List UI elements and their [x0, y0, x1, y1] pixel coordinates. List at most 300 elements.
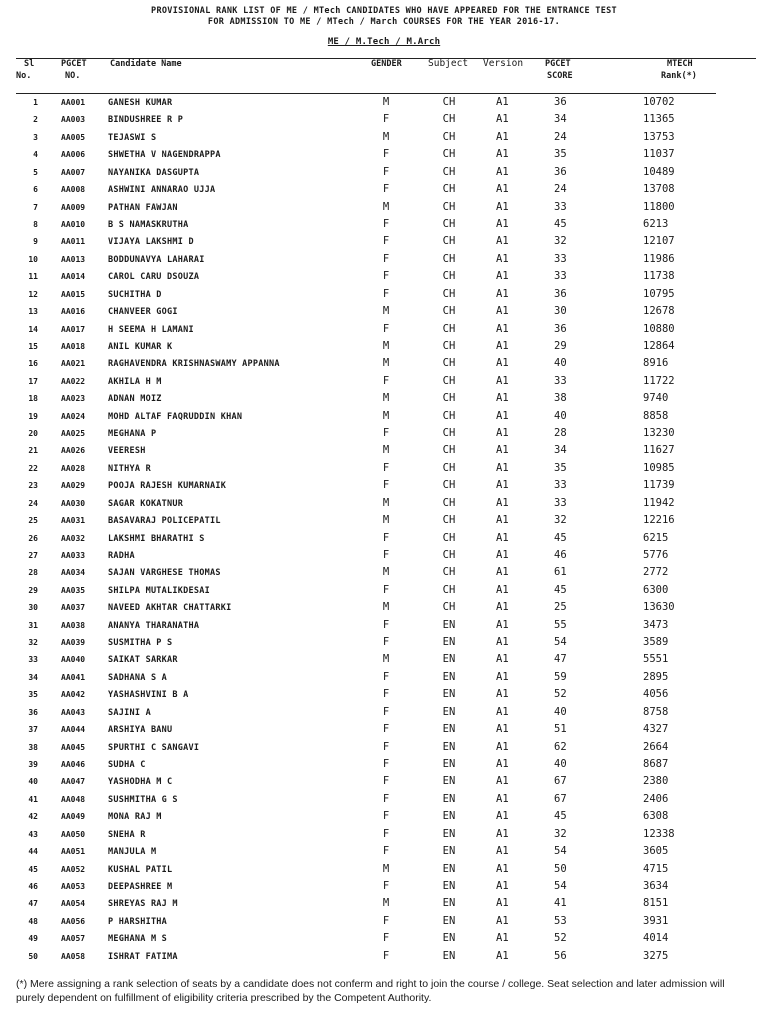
gender-cell: F: [382, 252, 390, 265]
mtech-rank-cell: 13753: [643, 130, 675, 143]
gender-cell: M: [382, 200, 390, 213]
version-cell: A1: [496, 235, 509, 248]
subject-cell: EN: [442, 653, 456, 666]
pgcet-score-cell: 45: [554, 810, 567, 823]
serial-number-cell: 35: [28, 690, 38, 700]
gender-cell: M: [382, 339, 390, 352]
gender-cell: F: [382, 723, 390, 736]
gender-cell: M: [382, 357, 390, 370]
candidate-name-cell: SHILPA MUTALIKDESAI: [108, 585, 210, 596]
candidate-name-cell: ANANYA THARANATHA: [108, 620, 200, 631]
table-row: [0, 235, 768, 252]
candidate-name-cell: VEERESH: [108, 446, 146, 457]
serial-number-cell: 36: [28, 707, 38, 717]
serial-number-cell: 4: [33, 150, 38, 160]
pgcet-number-cell: AA051: [61, 847, 86, 857]
pgcet-number-cell: AA030: [61, 498, 86, 508]
version-cell: A1: [496, 113, 509, 126]
version-cell: A1: [496, 723, 509, 736]
mtech-rank-cell: 3589: [643, 636, 669, 648]
version-cell: A1: [496, 810, 509, 823]
candidate-name-cell: ADNAN MOIZ: [108, 394, 162, 405]
mtech-rank-cell: 11365: [643, 113, 675, 126]
candidate-name-cell: SADHANA S A: [108, 672, 168, 683]
version-cell: A1: [496, 705, 509, 718]
gender-cell: F: [382, 427, 390, 439]
candidate-name-cell: BODDUNAVYA LAHARAI: [108, 254, 205, 265]
pgcet-score-cell: 46: [554, 548, 567, 561]
table-row: [0, 584, 768, 601]
header-score-line2: SCORE: [547, 71, 573, 81]
version-cell: A1: [496, 670, 509, 683]
gender-cell: F: [382, 670, 390, 683]
table-row: [0, 897, 768, 914]
table-row: [0, 166, 768, 183]
serial-number-cell: 13: [28, 307, 38, 316]
pgcet-score-cell: 54: [554, 879, 567, 892]
version-cell: A1: [496, 740, 509, 753]
serial-number-cell: 14: [28, 324, 38, 334]
version-cell: A1: [496, 758, 509, 770]
candidate-name-cell: B S NAMASKRUTHA: [108, 219, 189, 230]
pgcet-number-cell: AA023: [61, 394, 86, 404]
footnote: (*) Mere assigning a rank selection of seats by a candidate does not conferm and right to join the course / college. Seat selection and later admission will purely dependent on fulfillment of eligibility criteria prescribed by the Competent Authority.: [16, 978, 725, 1004]
subject-cell: CH: [442, 461, 456, 474]
subject-cell: EN: [442, 810, 456, 823]
mtech-rank-cell: 2772: [643, 566, 669, 579]
gender-cell: F: [382, 531, 390, 544]
gender-cell: M: [382, 653, 390, 666]
candidate-name-cell: P HARSHITHA: [108, 916, 168, 927]
pgcet-score-cell: 24: [554, 183, 567, 196]
table-row: [0, 723, 768, 740]
subject-cell: CH: [442, 96, 456, 108]
mtech-rank-cell: 4715: [643, 862, 669, 875]
pgcet-number-cell: AA013: [61, 254, 86, 264]
serial-number-cell: 48: [28, 916, 38, 926]
candidate-name-cell: NAYANIKA DASGUPTA: [108, 167, 200, 178]
document-title-line-1: PROVISIONAL RANK LIST OF ME / MTech CANDIDATES WHO HAVE APPEARED FOR THE ENTRANCE TEST: [151, 6, 617, 16]
table-row: [0, 131, 768, 148]
gender-cell: M: [382, 897, 390, 910]
mtech-rank-cell: 11627: [643, 444, 675, 457]
pgcet-number-cell: AA038: [61, 620, 86, 630]
table-row: [0, 619, 768, 636]
serial-number-cell: 22: [28, 463, 38, 473]
version-cell: A1: [496, 287, 509, 300]
candidate-name-cell: RAGHAVENDRA KRISHNASWAMY APPANNA: [108, 359, 280, 370]
pgcet-number-cell: AA021: [61, 359, 86, 369]
table-row: [0, 96, 768, 113]
pgcet-score-cell: 32: [554, 827, 567, 840]
pgcet-number-cell: AA037: [61, 603, 86, 613]
gender-cell: F: [382, 113, 390, 126]
serial-number-cell: 16: [28, 359, 38, 369]
gender-cell: F: [382, 810, 390, 823]
pgcet-score-cell: 29: [554, 339, 567, 352]
gender-cell: F: [382, 949, 390, 962]
candidate-name-cell: YASHASHVINI B A: [108, 690, 189, 701]
header-subject: Subject: [428, 58, 469, 69]
pgcet-number-cell: AA053: [61, 881, 86, 891]
serial-number-cell: 45: [28, 864, 38, 874]
serial-number-cell: 44: [28, 847, 38, 857]
serial-number-cell: 2: [33, 115, 38, 125]
subject-cell: CH: [442, 548, 456, 561]
version-cell: A1: [496, 461, 509, 474]
gender-cell: M: [382, 496, 390, 509]
mtech-rank-cell: 10880: [643, 322, 675, 335]
table-row: [0, 566, 768, 583]
gender-cell: M: [382, 514, 390, 527]
gender-cell: M: [382, 601, 390, 614]
gender-cell: F: [382, 688, 390, 701]
candidate-name-cell: AKHILA H M: [108, 376, 162, 387]
version-cell: A1: [496, 688, 509, 701]
candidate-name-cell: CHANVEER GOGI: [108, 307, 178, 317]
gender-cell: F: [382, 148, 390, 161]
subject-cell: CH: [442, 566, 456, 579]
pgcet-number-cell: AA032: [61, 533, 86, 543]
table-row: [0, 880, 768, 897]
mtech-rank-cell: 3473: [643, 618, 669, 631]
candidate-name-cell: SUDHA C: [108, 760, 146, 770]
pgcet-score-cell: 40: [554, 409, 567, 422]
pgcet-score-cell: 38: [554, 392, 567, 405]
gender-cell: M: [382, 96, 390, 108]
pgcet-number-cell: AA044: [61, 725, 86, 735]
candidate-name-cell: ISHRAT FATIMA: [108, 951, 178, 962]
pgcet-number-cell: AA054: [61, 899, 86, 909]
serial-number-cell: 33: [28, 655, 38, 665]
pgcet-number-cell: AA033: [61, 550, 86, 560]
header-sl-line2: No.: [16, 71, 32, 81]
pgcet-number-cell: AA031: [61, 516, 86, 526]
version-cell: A1: [496, 601, 509, 614]
subject-cell: EN: [442, 862, 456, 875]
table-row: [0, 218, 768, 235]
pgcet-number-cell: AA041: [61, 672, 86, 682]
pgcet-score-cell: 33: [554, 496, 567, 509]
mtech-rank-cell: 2380: [643, 775, 669, 788]
candidate-name-cell: CAROL CARU DSOUZA: [108, 272, 200, 283]
serial-number-cell: 20: [28, 429, 38, 438]
course-heading: ME / M.Tech / M.Arch: [327, 37, 441, 47]
pgcet-number-cell: AA040: [61, 655, 86, 665]
candidate-name-cell: SHREYAS RAJ M: [108, 899, 178, 910]
subject-cell: CH: [442, 305, 456, 317]
subject-cell: CH: [442, 496, 456, 509]
table-row: [0, 253, 768, 270]
candidate-name-cell: SNEHA R: [108, 829, 146, 840]
version-cell: A1: [496, 566, 509, 579]
mtech-rank-cell: 6213: [643, 217, 669, 230]
pgcet-score-cell: 41: [554, 897, 567, 910]
pgcet-score-cell: 34: [554, 113, 567, 126]
mtech-rank-cell: 5776: [643, 548, 669, 561]
pgcet-score-cell: 54: [554, 636, 567, 648]
subject-cell: CH: [442, 444, 456, 457]
pgcet-number-cell: AA029: [61, 481, 86, 491]
mtech-rank-cell: 13708: [643, 183, 675, 196]
mtech-rank-cell: 12864: [643, 339, 675, 352]
pgcet-number-cell: AA011: [61, 237, 86, 247]
mtech-rank-cell: 4014: [643, 932, 669, 945]
pgcet-score-cell: 35: [554, 148, 567, 161]
serial-number-cell: 43: [28, 829, 38, 839]
serial-number-cell: 27: [28, 550, 38, 560]
version-cell: A1: [496, 305, 509, 317]
candidate-name-cell: TEJASWI S: [108, 132, 157, 143]
version-cell: A1: [496, 165, 509, 178]
pgcet-score-cell: 45: [554, 531, 567, 544]
subject-cell: CH: [442, 130, 456, 143]
mtech-rank-cell: 11739: [643, 479, 675, 492]
serial-number-cell: 8: [33, 219, 38, 229]
pgcet-score-cell: 51: [554, 723, 567, 736]
version-cell: A1: [496, 914, 509, 927]
table-row: [0, 636, 768, 653]
pgcet-score-cell: 52: [554, 688, 567, 701]
mtech-rank-cell: 12216: [643, 514, 675, 527]
version-cell: A1: [496, 879, 509, 892]
subject-cell: CH: [442, 583, 456, 596]
serial-number-cell: 12: [28, 289, 38, 299]
mtech-rank-cell: 11738: [643, 270, 675, 283]
table-row: [0, 113, 768, 130]
serial-number-cell: 24: [28, 498, 38, 508]
gender-cell: F: [382, 705, 390, 718]
table-row: [0, 305, 768, 322]
table-row: [0, 392, 768, 409]
version-cell: A1: [496, 217, 509, 230]
gender-cell: F: [382, 636, 390, 648]
mtech-rank-cell: 8916: [643, 357, 669, 370]
table-row: [0, 497, 768, 514]
subject-cell: EN: [442, 845, 456, 858]
candidate-name-cell: MANJULA M: [108, 847, 157, 858]
version-cell: A1: [496, 392, 509, 405]
candidate-name-cell: SUSMITHA P S: [108, 638, 173, 648]
candidate-name-cell: LAKSHMI BHARATHI S: [108, 533, 205, 544]
serial-number-cell: 47: [28, 899, 38, 909]
subject-cell: CH: [442, 339, 456, 352]
version-cell: A1: [496, 96, 509, 108]
mtech-rank-cell: 8858: [643, 409, 669, 422]
table-row: [0, 183, 768, 200]
version-cell: A1: [496, 200, 509, 213]
subject-cell: CH: [442, 357, 456, 370]
pgcet-score-cell: 54: [554, 845, 567, 858]
pgcet-score-cell: 32: [554, 514, 567, 527]
serial-number-cell: 23: [28, 481, 38, 491]
version-cell: A1: [496, 427, 509, 439]
serial-number-cell: 7: [33, 202, 38, 212]
gender-cell: F: [382, 183, 390, 196]
candidate-name-cell: SUSHMITHA G S: [108, 794, 178, 805]
subject-cell: EN: [442, 705, 456, 718]
gender-cell: F: [382, 165, 390, 178]
pgcet-score-cell: 33: [554, 252, 567, 265]
mtech-rank-cell: 11986: [643, 252, 675, 265]
table-row: [0, 549, 768, 566]
subject-cell: CH: [442, 479, 456, 492]
pgcet-score-cell: 33: [554, 374, 567, 387]
gender-cell: F: [382, 932, 390, 945]
serial-number-cell: 9: [33, 237, 38, 247]
version-cell: A1: [496, 252, 509, 265]
pgcet-score-cell: 59: [554, 670, 567, 683]
subject-cell: EN: [442, 618, 456, 631]
pgcet-number-cell: AA046: [61, 760, 86, 769]
table-row: [0, 427, 768, 444]
subject-cell: CH: [442, 601, 456, 614]
version-cell: A1: [496, 339, 509, 352]
subject-cell: EN: [442, 897, 456, 910]
pgcet-score-cell: 67: [554, 775, 567, 788]
candidate-name-cell: SAGAR KOKATNUR: [108, 498, 184, 509]
pgcet-number-cell: AA057: [61, 934, 86, 944]
serial-number-cell: 21: [28, 446, 38, 456]
mtech-rank-cell: 5551: [643, 653, 669, 666]
subject-cell: CH: [442, 235, 456, 248]
candidate-name-cell: GANESH KUMAR: [108, 98, 173, 108]
subject-cell: EN: [442, 949, 456, 962]
pgcet-score-cell: 55: [554, 618, 567, 631]
serial-number-cell: 30: [28, 603, 38, 613]
pgcet-number-cell: AA009: [61, 202, 86, 212]
pgcet-number-cell: AA039: [61, 638, 86, 647]
subject-cell: CH: [442, 374, 456, 387]
gender-cell: F: [382, 548, 390, 561]
version-cell: A1: [496, 270, 509, 283]
candidate-name-cell: MEGHANA P: [108, 429, 157, 439]
gender-cell: M: [382, 862, 390, 875]
pgcet-score-cell: 25: [554, 601, 567, 614]
version-cell: A1: [496, 862, 509, 875]
table-row: [0, 706, 768, 723]
subject-cell: EN: [442, 670, 456, 683]
version-cell: A1: [496, 949, 509, 962]
version-cell: A1: [496, 357, 509, 370]
table-row: [0, 479, 768, 496]
header-pgcet-line2: NO.: [65, 71, 81, 81]
candidate-name-cell: MONA RAJ M: [108, 812, 162, 823]
table-row: [0, 288, 768, 305]
table-row: [0, 950, 768, 967]
pgcet-score-cell: 32: [554, 235, 567, 248]
candidate-name-cell: SAJAN VARGHESE THOMAS: [108, 568, 221, 579]
table-row: [0, 514, 768, 531]
subject-cell: EN: [442, 792, 456, 805]
header-rank-line2: Rank(*): [661, 71, 697, 81]
mtech-rank-cell: 12338: [643, 827, 675, 840]
gender-cell: M: [382, 392, 390, 405]
pgcet-number-cell: AA025: [61, 429, 86, 438]
version-cell: A1: [496, 496, 509, 509]
pgcet-score-cell: 36: [554, 287, 567, 300]
subject-cell: EN: [442, 636, 456, 648]
pgcet-score-cell: 24: [554, 130, 567, 143]
mtech-rank-cell: 4056: [643, 688, 669, 701]
gender-cell: F: [382, 270, 390, 283]
candidate-name-cell: NITHYA R: [108, 463, 151, 474]
mtech-rank-cell: 2895: [643, 670, 669, 683]
document-title-line-2: FOR ADMISSION TO ME / MTech / March COURSES FOR THE YEAR 2016-17.: [207, 17, 561, 27]
mtech-rank-cell: 11037: [643, 148, 675, 161]
serial-number-cell: 31: [28, 620, 38, 630]
candidate-name-cell: ASHWINI ANNARAO UJJA: [108, 185, 216, 196]
mtech-rank-cell: 6300: [643, 583, 669, 596]
pgcet-number-cell: AA047: [61, 777, 86, 787]
gender-cell: F: [382, 287, 390, 300]
gender-cell: F: [382, 235, 390, 248]
subject-cell: CH: [442, 252, 456, 265]
pgcet-score-cell: 40: [554, 758, 567, 770]
pgcet-score-cell: 67: [554, 792, 567, 805]
subject-cell: EN: [442, 723, 456, 736]
gender-cell: F: [382, 879, 390, 892]
pgcet-number-cell: AA024: [61, 411, 86, 421]
pgcet-score-cell: 53: [554, 914, 567, 927]
serial-number-cell: 1: [33, 98, 38, 107]
version-cell: A1: [496, 548, 509, 561]
mtech-rank-cell: 8758: [643, 705, 669, 718]
gender-cell: F: [382, 740, 390, 753]
candidate-name-cell: SAJINI A: [108, 707, 151, 718]
serial-number-cell: 41: [28, 794, 38, 804]
subject-cell: EN: [442, 827, 456, 840]
table-row: [0, 828, 768, 845]
pgcet-score-cell: 47: [554, 653, 567, 666]
pgcet-score-cell: 36: [554, 322, 567, 335]
candidate-name-cell: KUSHAL PATIL: [108, 864, 173, 875]
gender-cell: F: [382, 583, 390, 596]
pgcet-score-cell: 45: [554, 217, 567, 230]
subject-cell: CH: [442, 392, 456, 405]
mtech-rank-cell: 8151: [643, 897, 669, 910]
mtech-rank-cell: 6308: [643, 810, 669, 823]
header-rank-line1: MTECH: [667, 59, 693, 69]
pgcet-score-cell: 62: [554, 740, 567, 753]
serial-number-cell: 39: [28, 760, 38, 769]
version-cell: A1: [496, 374, 509, 387]
pgcet-number-cell: AA016: [61, 307, 86, 316]
serial-number-cell: 50: [28, 951, 38, 961]
pgcet-number-cell: AA008: [61, 185, 86, 195]
table-row: [0, 375, 768, 392]
pgcet-number-cell: AA018: [61, 341, 86, 351]
subject-cell: EN: [442, 932, 456, 945]
table-row: [0, 357, 768, 374]
candidate-name-cell: SAIKAT SARKAR: [108, 655, 178, 666]
subject-cell: CH: [442, 270, 456, 283]
subject-cell: CH: [442, 531, 456, 544]
pgcet-score-cell: 33: [554, 200, 567, 213]
candidate-name-cell: NAVEED AKHTAR CHATTARKI: [108, 603, 232, 614]
table-row: [0, 810, 768, 827]
mtech-rank-cell: 3605: [643, 845, 669, 858]
gender-cell: F: [382, 827, 390, 840]
candidate-name-cell: YASHODHA M C: [108, 777, 173, 788]
gender-cell: F: [382, 914, 390, 927]
gender-cell: F: [382, 775, 390, 788]
subject-cell: CH: [442, 409, 456, 422]
gender-cell: F: [382, 374, 390, 387]
table-row: [0, 863, 768, 880]
pgcet-number-cell: AA028: [61, 463, 86, 473]
pgcet-number-cell: AA022: [61, 376, 86, 386]
